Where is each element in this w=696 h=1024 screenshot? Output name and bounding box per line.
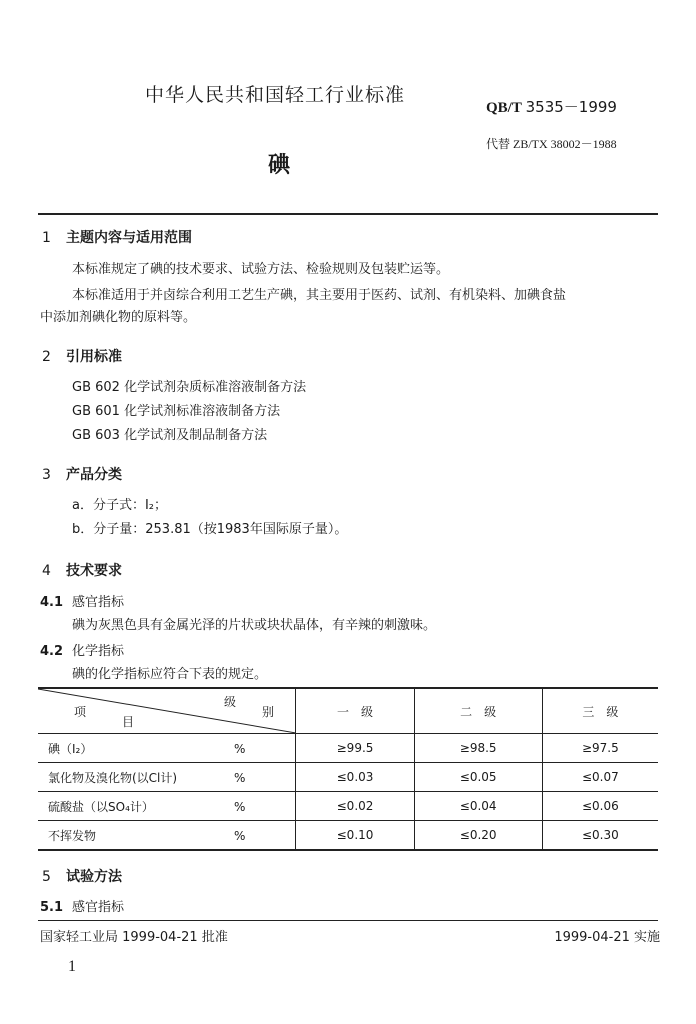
header-grade-label: 别 (262, 705, 275, 719)
header-divider (38, 213, 658, 215)
reference-standard: GB 603 化学试剂及制品制备方法 (72, 428, 268, 443)
footer-divider (38, 920, 658, 921)
table-cell: ≤0.30 (542, 821, 658, 851)
indicator-unit: % (234, 741, 246, 756)
indicator-unit: % (234, 828, 246, 843)
header-item-label: 目 (122, 715, 135, 729)
issuing-organization: 中华人民共和国轻工行业标准 (145, 84, 406, 106)
approval-line: 国家轻工业局 1999-04-21 批准 (40, 930, 228, 945)
reference-standard: GB 602 化学试剂杂质标准溶液制备方法 (72, 380, 307, 395)
section-5-heading: 5 试验方法 (42, 869, 122, 885)
table-cell: ≤0.06 (542, 792, 658, 821)
section-2-heading: 2 引用标准 (42, 349, 122, 365)
molecular-weight: b．分子量：253.81（按1983年国际原子量）。 (72, 522, 348, 537)
indicator-name: 不挥发物 (48, 828, 97, 843)
section-1-heading: 1 主题内容与适用范围 (42, 230, 192, 246)
table-cell: ≤0.02 (296, 792, 414, 821)
chemical-index-table (38, 687, 658, 851)
table-row (38, 763, 658, 792)
table-cell: ≤0.10 (296, 821, 414, 851)
table-row (38, 734, 658, 763)
standard-code: QB/T (486, 100, 522, 116)
molecular-formula: a．分子式：I₂； (72, 498, 168, 513)
indicator-unit: % (234, 770, 246, 785)
grade-header: 三 级 (542, 688, 658, 734)
indicator-name: 氯化物及溴化物(以Cl计) (48, 770, 178, 785)
section-4-heading: 4 技术要求 (42, 563, 122, 579)
section-4-2-heading: 4.2 化学指标 (40, 644, 125, 659)
section-1-paragraph-2-cont: 中添加剂碘化物的原料等。 (40, 310, 197, 325)
sensory-description: 碘为灰黑色具有金属光泽的片状或块状晶体，有辛辣的刺激味。 (72, 618, 437, 633)
header-grade-label: 级 (224, 695, 237, 709)
table-cell: ≤0.03 (296, 763, 414, 792)
table-header-row (38, 688, 658, 734)
table-cell: ≥99.5 (296, 734, 414, 763)
section-4-1-heading: 4.1 感官指标 (40, 595, 125, 610)
section-1-paragraph-2: 本标准适用于并卤综合利用工艺生产碘，其主要用于医药、试剂、有机染料、加碘食盐 (72, 288, 567, 303)
section-1-paragraph-1: 本标准规定了碘的技术要求、试验方法、检验规则及包装贮运等。 (72, 262, 450, 277)
grade-header: 二 级 (414, 688, 542, 734)
table-cell: ≥98.5 (414, 734, 542, 763)
table-cell: ≥97.5 (542, 734, 658, 763)
indicator-name: 硫酸盐（以SO₄计） (48, 799, 154, 814)
table-cell: ≤0.07 (542, 763, 658, 792)
grade-header: 一 级 (296, 688, 414, 734)
indicator-name: 碘（I₂） (48, 741, 93, 756)
table-row (38, 821, 658, 851)
indicator-unit: % (234, 799, 246, 814)
section-5-1-heading: 5.1 感官指标 (40, 900, 125, 915)
chemical-spec-intro: 碘的化学指标应符合下表的规定。 (72, 667, 268, 682)
replaces-note: 代替 ZB/TX 38002－1988 (486, 137, 617, 151)
page-number: 1 (68, 958, 76, 975)
table-header-corner (38, 688, 296, 734)
standard-number (486, 96, 617, 117)
table-cell: ≤0.04 (414, 792, 542, 821)
standard-number-value: 3535－1999 (525, 98, 617, 116)
table-row (38, 792, 658, 821)
table-cell: ≤0.20 (414, 821, 542, 851)
implementation-date: 1999-04-21 实施 (554, 930, 660, 945)
reference-standard: GB 601 化学试剂标准溶液制备方法 (72, 404, 281, 419)
document-title: 碘 (268, 153, 291, 178)
table-cell: ≤0.05 (414, 763, 542, 792)
section-3-heading: 3 产品分类 (42, 467, 122, 483)
header-item-label: 项 (74, 705, 87, 719)
